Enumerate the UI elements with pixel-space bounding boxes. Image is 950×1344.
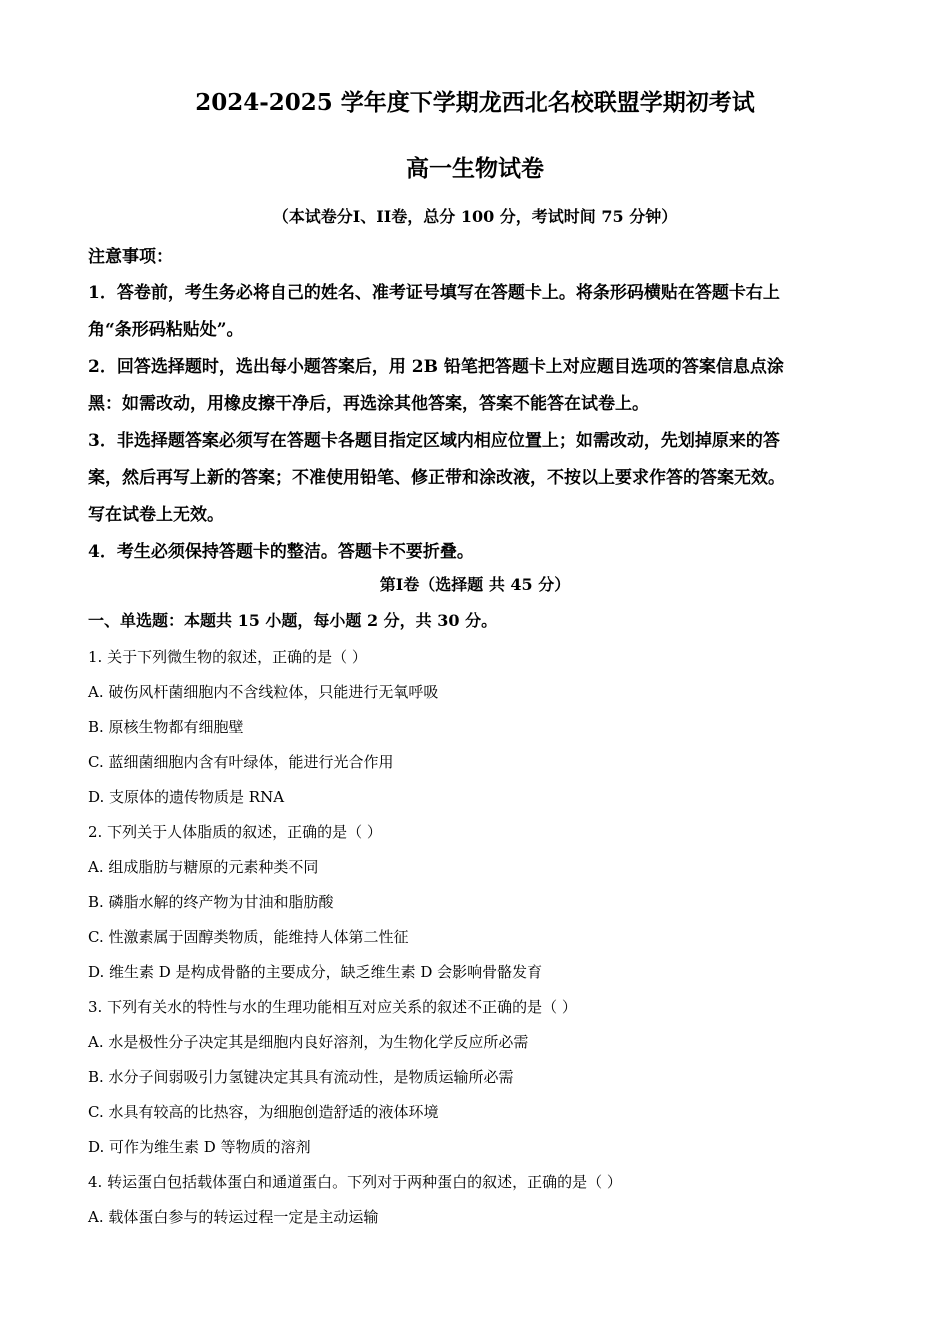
- note-line: 黑：如需改动，用橡皮擦干净后，再选涂其他答案，答案不能答在试卷上。: [88, 394, 649, 414]
- note-line: 4．考生必须保持答题卡的整洁。答题卡不要折叠。: [88, 542, 474, 562]
- section-title: 第I卷（选择题 共 45 分）: [379, 575, 571, 594]
- question-stem: 1. 关于下列微生物的叙述，正确的是（ ）: [88, 648, 367, 666]
- option-line: B. 水分子间弱吸引力氢键决定其具有流动性，是物质运输所必需: [88, 1068, 514, 1086]
- note-line: 写在试卷上无效。: [88, 505, 224, 525]
- question-stem: 3. 下列有关水的特性与水的生理功能相互对应关系的叙述不正确的是（ ）: [88, 998, 577, 1016]
- option-line: A. 水是极性分子决定其是细胞内良好溶剂，为生物化学反应所必需: [88, 1033, 529, 1051]
- note-line: 角“条形码粘贴处”。: [88, 320, 244, 340]
- option-line: C. 性激素属于固醇类物质，能维持人体第二性征: [88, 928, 409, 946]
- option-line: A. 载体蛋白参与的转运过程一定是主动运输: [88, 1208, 379, 1226]
- option-line: B. 磷脂水解的终产物为甘油和脂肪酸: [88, 893, 334, 911]
- note-line: 2．回答选择题时，选出每小题答案后，用 2B 铅笔把答题卡上对应题目选项的答案信息点涂: [88, 357, 784, 377]
- subject-title: 高一生物试卷: [406, 155, 544, 182]
- note-line: 3．非选择题答案必须写在答题卡各题目指定区域内相应位置上；如需改动，先划掉原来的答: [88, 431, 780, 451]
- option-line: B. 原核生物都有细胞壁: [88, 718, 244, 736]
- note-line: 案，然后再写上新的答案；不准使用铅笔、修正带和涂改液，不按以上要求作答的答案无效。: [88, 468, 785, 488]
- option-line: C. 蓝细菌细胞内含有叶绿体，能进行光合作用: [88, 753, 394, 771]
- option-line: D. 维生素 D 是构成骨骼的主要成分，缺乏维生素 D 会影响骨骼发育: [88, 963, 543, 981]
- option-line: A. 破伤风杆菌细胞内不含线粒体，只能进行无氧呼吸: [88, 683, 439, 701]
- option-line: A. 组成脂肪与糖原的元素种类不同: [88, 858, 319, 876]
- note-line: 1．答卷前，考生务必将自己的姓名、准考证号填写在答题卡上。将条形码横贴在答题卡右上: [88, 283, 780, 303]
- option-line: C. 水具有较高的比热容，为细胞创造舒适的液体环境: [88, 1103, 439, 1121]
- option-line: D. 支原体的遗传物质是 RNA: [88, 788, 285, 806]
- exam-title: 2024-2025 学年度下学期龙西北名校联盟学期初考试: [195, 89, 755, 116]
- question-stem: 4. 转运蛋白包括载体蛋白和通道蛋白。下列对于两种蛋白的叙述，正确的是（ ）: [88, 1173, 622, 1191]
- exam-info: （本试卷分I、II卷，总分 100 分，考试时间 75 分钟）: [272, 207, 678, 226]
- option-line: D. 可作为维生素 D 等物质的溶剂: [88, 1138, 311, 1156]
- part-heading: 一、单选题：本题共 15 小题，每小题 2 分，共 30 分。: [88, 611, 498, 630]
- question-stem: 2. 下列关于人体脂质的叙述，正确的是（ ）: [88, 823, 382, 841]
- notes-heading: 注意事项：: [88, 247, 173, 267]
